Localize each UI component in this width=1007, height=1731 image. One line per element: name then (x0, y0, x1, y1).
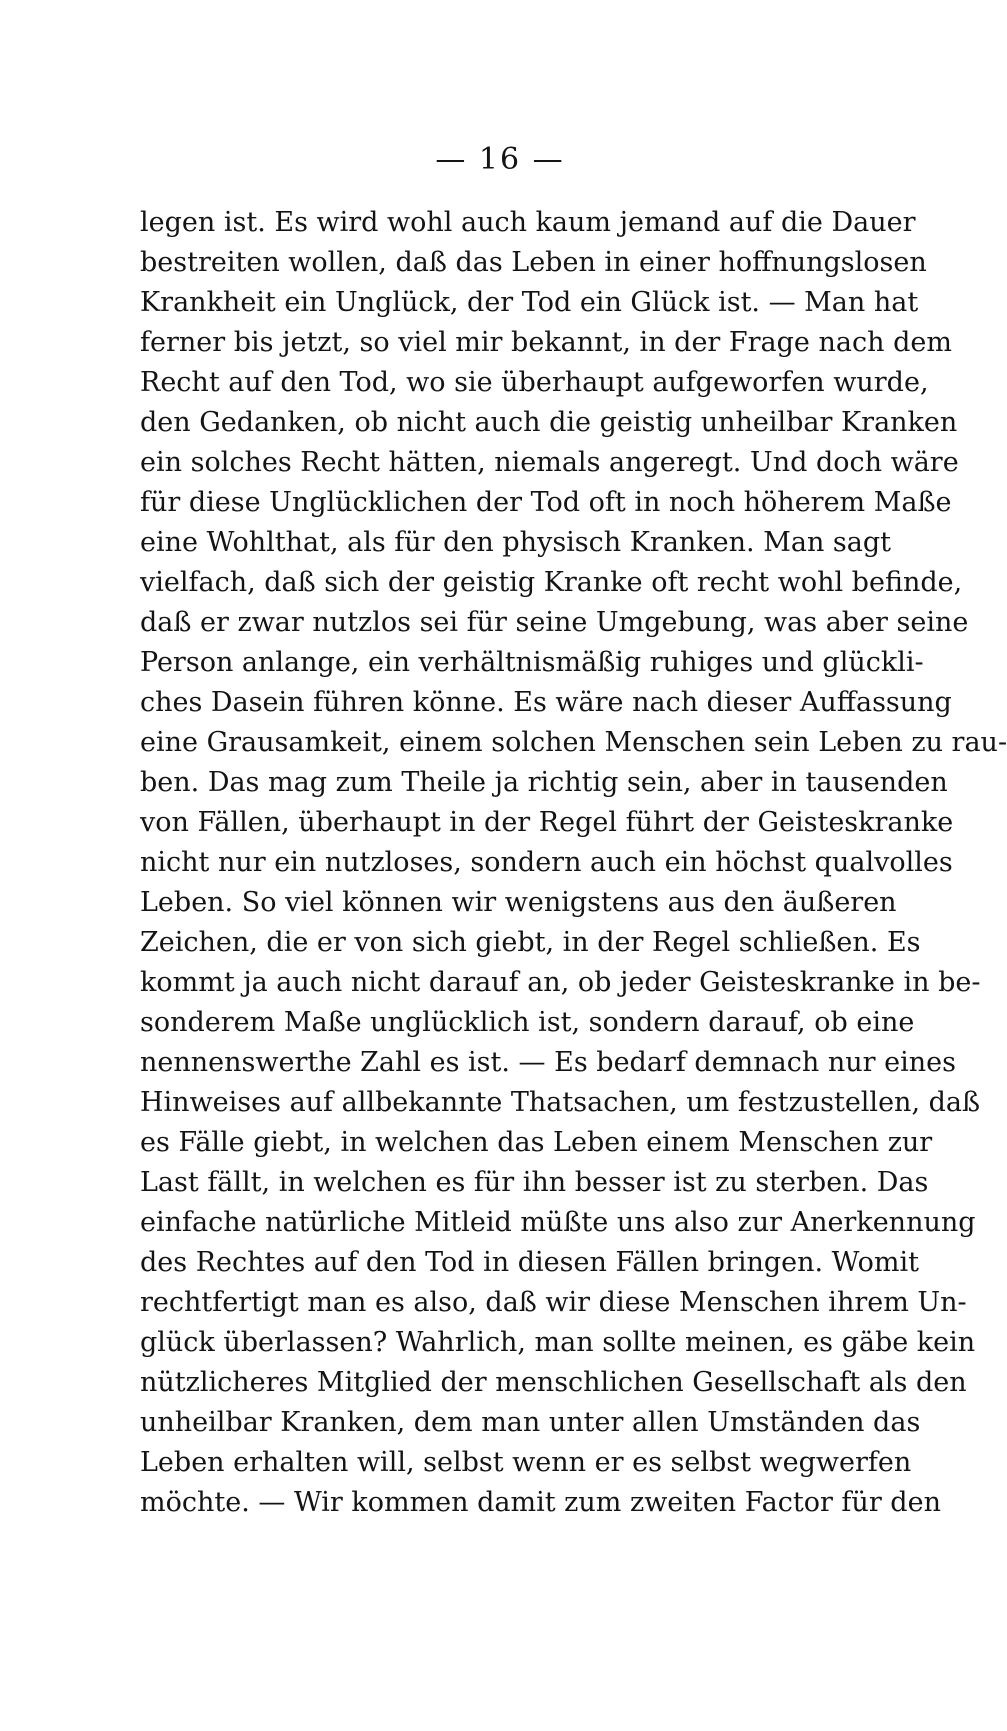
text-line: ches Dasein führen könne. Es wäre nach dieser Auffassung (140, 687, 952, 718)
text-line: daß er zwar nutzlos sei für seine Umgebung, was aber seine (140, 607, 969, 638)
text-line: ein solches Recht hätten, niemals angeregt. Und doch wäre (140, 447, 959, 478)
text-line: Hinweises auf allbekannte Thatsachen, um festzustellen, daß (140, 1087, 981, 1118)
text-line: nennenswerthe Zahl es ist. — Es bedarf demnach nur eines (140, 1047, 956, 1078)
text-line: nützlicheres Mitglied der menschlichen Gesellschaft als den (140, 1367, 967, 1398)
text-line: ben. Das mag zum Theile ja richtig sein, aber in tausenden (140, 767, 948, 798)
text-line: es Fälle giebt, in welchen das Leben einem Menschen zur (140, 1127, 933, 1158)
text-line: Last fällt, in welchen es für ihn besser ist zu sterben. Das (140, 1167, 929, 1198)
body-text (140, 203, 1007, 1523)
text-line: ferner bis jetzt, so viel mir bekannt, in der Frage nach dem (140, 327, 952, 358)
text-line: eine Wohlthat, als für den physisch Kranken. Man sagt (140, 527, 892, 558)
text-line: Zeichen, die er von sich giebt, in der Regel schließen. Es (140, 927, 921, 958)
text-line: einfache natürliche Mitleid müßte uns also zur Anerkennung (140, 1207, 976, 1238)
text-line: glück überlassen? Wahrlich, man sollte meinen, es gäbe kein (140, 1327, 976, 1358)
text-line: unheilbar Kranken, dem man unter allen Umständen das (140, 1407, 921, 1438)
text-line: Krankheit ein Unglück, der Tod ein Glück ist. — Man hat (140, 287, 919, 318)
text-line: bestreiten wollen, daß das Leben in einer hoffnungslosen (140, 247, 927, 278)
text-line: Recht auf den Tod, wo sie überhaupt aufgeworfen wurde, (140, 367, 929, 398)
text-line: rechtfertigt man es also, daß wir diese Menschen ihrem Un- (140, 1287, 967, 1318)
text-line: nicht nur ein nutzloses, sondern auch ein höchst qualvolles (140, 847, 953, 878)
text-line: den Gedanken, ob nicht auch die geistig unheilbar Kranken (140, 407, 958, 438)
text-line: eine Grausamkeit, einem solchen Menschen sein Leben zu rau- (140, 727, 1007, 758)
page-number: — 16 — (435, 142, 565, 177)
text-line: kommt ja auch nicht darauf an, ob jeder Geisteskranke in be- (140, 967, 981, 998)
text-line: legen ist. Es wird wohl auch kaum jemand auf die Dauer (140, 207, 916, 238)
text-line: des Rechtes auf den Tod in diesen Fällen bringen. Womit (140, 1247, 919, 1278)
text-line: für diese Unglücklichen der Tod oft in noch höherem Maße (140, 487, 952, 518)
text-line: Leben erhalten will, selbst wenn er es selbst wegwerfen (140, 1447, 912, 1478)
text-line: möchte. — Wir kommen damit zum zweiten Factor für den (140, 1487, 941, 1518)
text-line: von Fällen, überhaupt in der Regel führt der Geisteskranke (140, 807, 954, 838)
text-line: Person anlange, ein verhältnismäßig ruhiges und glückli- (140, 647, 924, 678)
text-line: Leben. So viel können wir wenigstens aus den äußeren (140, 887, 897, 918)
text-line: vielfach, daß sich der geistig Kranke oft recht wohl befinde, (140, 567, 963, 598)
text-line: sonderem Maße unglücklich ist, sondern darauf, ob eine (140, 1007, 915, 1038)
